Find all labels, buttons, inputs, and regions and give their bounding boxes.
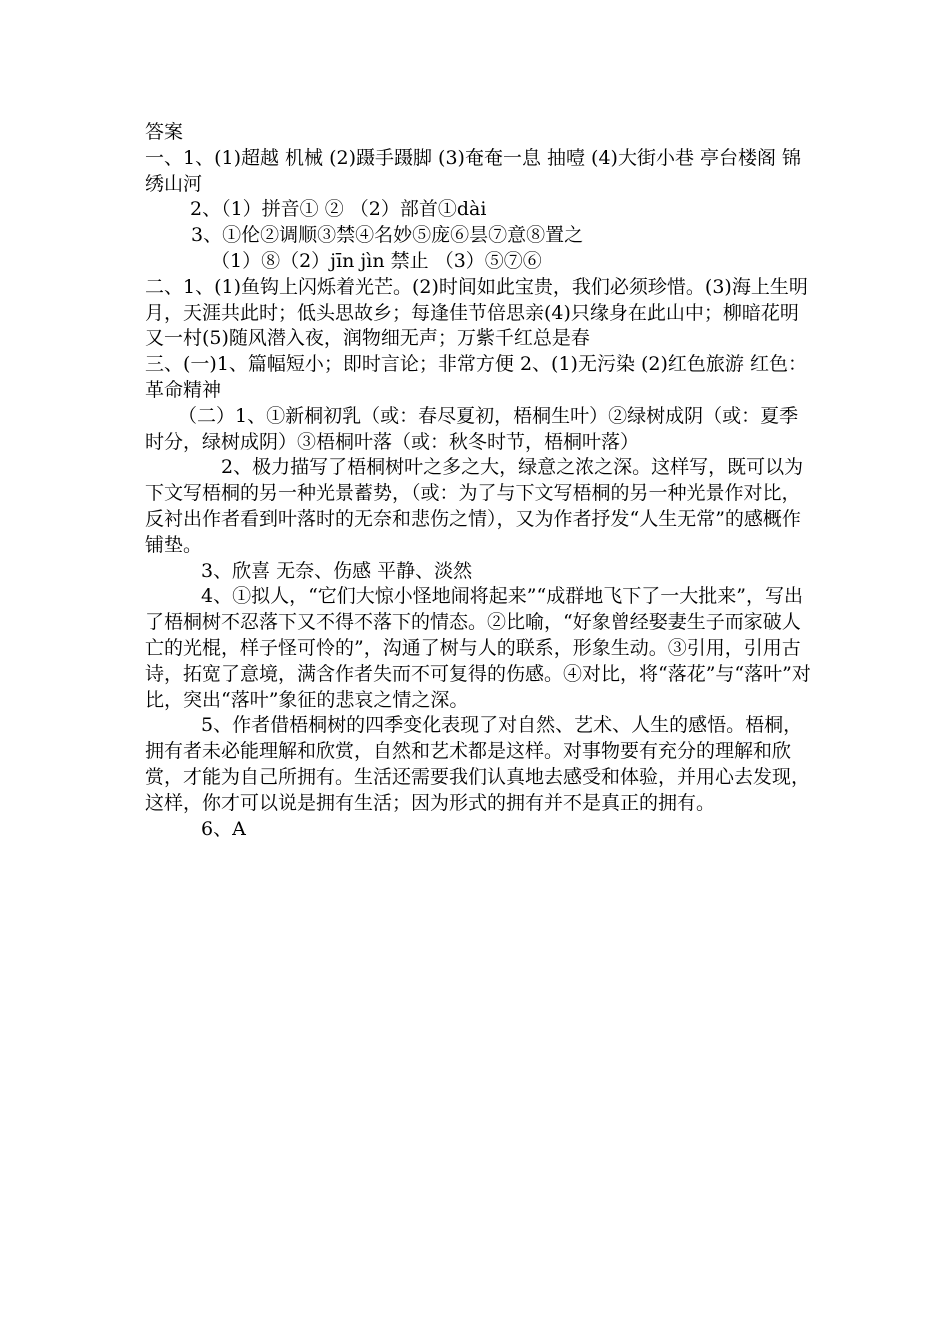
paragraph-section-3-part-2-q1: （二）1、①新桐初乳（或：春尽夏初，梧桐生叶）②绿树成阴（或：夏季时分，绿树成阴）③梧桐叶落（或：秋冬时节，梧桐叶落） [145,404,799,453]
paragraph-section-1-q1: 一、1、(1)超越 机械 (2)蹑手蹑脚 (3)奄奄一息 抽噎 (4)大街小巷 亭台楼阁 锦绣山河 [145,146,802,195]
paragraph-section-3-part-1: 三、(一)1、篇幅短小；即时言论；非常方便 2、(1)无污染 (2)红色旅游 红色：革命精神 [145,353,807,401]
paragraph-section-3-part-2-q6: 6、A [201,817,246,840]
answer-document [145,120,815,842]
paragraph-section-3-part-2-q5: 5、作者借梧桐树的四季变化表现了对自然、艺术、人生的感悟。梧桐，拥有者未必能理解和欣赏，自然和艺术都是这样。对事物要有充分的理解和欣赏，才能为自己所拥有。生活还需要我们认真地去感受和体验，并用心去发现，这样，你才可以说是拥有生活；因为形式的拥有并不是真正的拥有。 [145,714,811,814]
paragraph-section-3-part-2-q2: 2、极力描写了梧桐树叶之多之大，绿意之浓之深。这样写，既可以为下文写梧桐的另一种光景蓄势，（或：为了与下文写梧桐的另一种光景作对比，反衬出作者看到叶落时的无奈和悲伤之情），又为作者抒发“人生无常”的感概作铺垫。 [145,456,804,556]
paragraph-section-1-q2: 2、（1）拼音① ② （2）部首①dài [190,198,487,221]
paragraph-section-1-q3: 3、①伦②调顺③禁④名妙⑤庞⑥昙⑦意⑧置之 [191,224,584,247]
paragraph-section-1-q3-sub: （1）⑧（2）jīn jìn 禁止 （3）⑤⑦⑥ [211,249,542,272]
paragraph-section-2-q1: 二、1、(1)鱼钩上闪烁着光芒。(2)时间如此宝贵，我们必须珍惜。(3)海上生明月，天涯共此时；低头思故乡；每逢佳节倍思亲(4)只缘身在此山中；柳暗花明又一村(5)随风潜入夜，润物细无声；万紫千红总是春 [145,275,808,350]
document-title: 答案 [145,121,184,143]
paragraph-section-3-part-2-q3: 3、欣喜 无奈、伤感 平静、淡然 [201,559,473,582]
paragraph-section-3-part-2-q4: 4、①拟人，“它们大惊小怪地闹将起来”“成群地飞下了一大批来”，写出了梧桐树不忍落下又不得不落下的情态。②比喻，“好象曾经娶妻生子而家破人亡的光棍，样子怪可怜的”，沟通了树与人的联系，形象生动。③引用，引用古诗，拓宽了意境，满含作者失而不可复得的伤感。④对比，将“落花”与“落叶”对比，突出“落叶”象征的悲哀之情之深。 [145,585,811,711]
